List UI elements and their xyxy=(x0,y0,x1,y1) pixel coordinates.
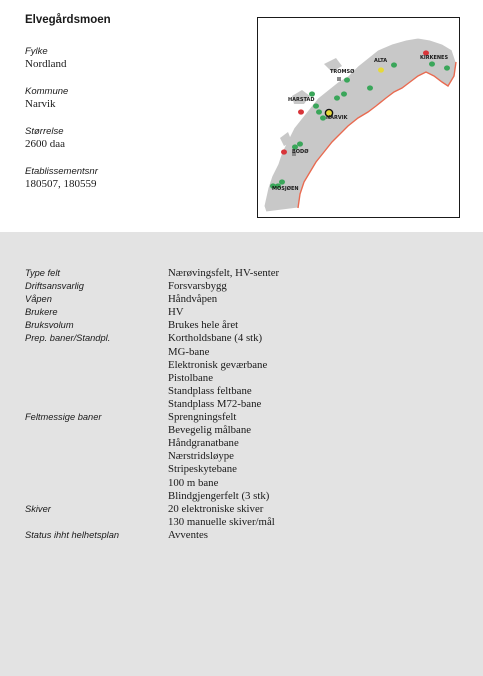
detail-value: 20 elektroniske skiver xyxy=(168,502,264,515)
map-label-kirkenes: KIRKENES xyxy=(420,55,449,61)
map-label-mosjoen: MOSJØEN xyxy=(272,186,299,192)
detail-row xyxy=(25,319,465,332)
detail-value: Sprengningsfelt xyxy=(168,411,237,424)
info-label: Kommune xyxy=(25,86,69,97)
detail-value: 100 m bane xyxy=(168,476,219,489)
map-label-narvik: NARVIK xyxy=(326,115,348,121)
detail-value: Elektronisk geværbane xyxy=(168,358,268,371)
detail-label xyxy=(25,490,168,503)
info-value: Narvik xyxy=(25,98,56,110)
detail-value: Brukes hele året xyxy=(168,319,239,332)
detail-label: Feltmessige baner xyxy=(25,412,102,423)
detail-value: HV xyxy=(168,306,184,319)
detail-value: Forsvarsbygg xyxy=(168,280,227,293)
detail-value: Pistolbane xyxy=(168,371,213,384)
info-storrelse xyxy=(25,126,65,150)
info-label: Størrelse xyxy=(25,126,64,137)
detail-value: MG-bane xyxy=(168,345,210,358)
detail-label: Type felt xyxy=(25,268,60,278)
detail-label xyxy=(25,437,168,450)
detail-row xyxy=(25,267,465,280)
detail-value: Blindgjengerfelt (3 stk) xyxy=(168,489,270,502)
green-site-marker-icon xyxy=(341,91,347,96)
detail-row xyxy=(25,293,465,306)
info-fylke xyxy=(25,46,67,70)
detail-label xyxy=(25,463,168,476)
detail-label xyxy=(25,346,168,359)
detail-label: Driftsansvarlig xyxy=(25,281,84,292)
detail-row xyxy=(25,280,465,293)
detail-label xyxy=(25,477,168,490)
header-panel xyxy=(0,0,483,232)
detail-value: Nærøvingsfelt, HV-senter xyxy=(168,267,280,279)
map-label-bodo: BODØ xyxy=(292,149,309,155)
green-site-marker-icon xyxy=(334,95,340,100)
map-label-harstad: HARSTAD xyxy=(288,97,315,103)
detail-row xyxy=(25,306,465,319)
info-etablissementsnr xyxy=(25,166,98,190)
detail-value: 130 manuelle skiver/mål xyxy=(168,515,275,528)
detail-label xyxy=(25,424,168,437)
red-site-marker-icon xyxy=(298,109,304,114)
map-label-tromso: TROMSØ xyxy=(330,69,355,75)
detail-value: Standplass M72-bane xyxy=(168,397,262,410)
details-list xyxy=(25,267,465,542)
detail-label: Brukere xyxy=(25,307,58,318)
detail-row xyxy=(25,385,465,398)
detail-row xyxy=(25,411,465,424)
green-site-marker-icon xyxy=(279,179,285,184)
detail-label xyxy=(25,385,168,398)
detail-label: Skiver xyxy=(25,503,51,514)
detail-label: Status ihht helhetsplan xyxy=(25,529,120,540)
detail-row xyxy=(25,359,465,372)
info-label: Fylke xyxy=(25,46,48,57)
detail-value: Kortholdsbane (4 stk) xyxy=(168,332,263,345)
info-value: 2600 daa xyxy=(25,138,66,150)
detail-row xyxy=(25,437,465,450)
detail-label xyxy=(25,398,168,411)
detail-value: Stripeskytebane xyxy=(168,463,237,476)
detail-row xyxy=(25,450,465,463)
green-site-marker-icon xyxy=(429,61,435,66)
info-kommune xyxy=(25,86,68,110)
detail-row xyxy=(25,332,465,345)
detail-value: Håndvåpen xyxy=(168,293,218,306)
detail-label xyxy=(25,359,168,372)
detail-row xyxy=(25,346,465,359)
detail-label: Prep. baner/Standpl. xyxy=(25,333,111,344)
green-site-marker-icon xyxy=(344,77,350,82)
green-site-marker-icon xyxy=(313,103,319,108)
map-svg xyxy=(258,18,459,217)
detail-row xyxy=(25,398,465,411)
green-site-marker-icon xyxy=(367,85,373,90)
yellow-site-marker-icon xyxy=(378,67,384,72)
detail-value: Avventes xyxy=(168,528,208,541)
detail-row xyxy=(25,529,465,542)
red-site-marker-icon xyxy=(281,149,287,154)
location-map xyxy=(257,17,460,218)
detail-label: Bruksvolum xyxy=(25,320,74,331)
detail-row xyxy=(25,516,465,529)
info-value: 180507, 180559 xyxy=(25,178,97,190)
detail-label xyxy=(25,450,168,463)
green-site-marker-icon xyxy=(297,141,303,146)
detail-row xyxy=(25,503,465,516)
page-title: Elvegårdsmoen xyxy=(25,14,111,26)
detail-row xyxy=(25,463,465,476)
green-site-marker-icon xyxy=(316,109,322,114)
detail-row xyxy=(25,424,465,437)
green-site-marker-icon xyxy=(391,62,397,67)
detail-label xyxy=(25,516,168,529)
city-marker-icon xyxy=(337,77,341,81)
detail-value: Nærstridsløype xyxy=(168,450,234,463)
detail-label: Våpen xyxy=(25,294,52,305)
detail-value: Standplass feltbane xyxy=(168,384,252,397)
info-label: Etablissementsnr xyxy=(25,166,98,177)
detail-row xyxy=(25,477,465,490)
detail-label xyxy=(25,372,168,385)
map-label-alta: ALTA xyxy=(374,58,388,64)
info-value: Nordland xyxy=(25,58,67,70)
green-site-marker-icon xyxy=(444,65,450,70)
detail-row xyxy=(25,490,465,503)
green-site-marker-icon xyxy=(309,91,315,96)
detail-value: Håndgranatbane xyxy=(168,437,239,450)
detail-row xyxy=(25,372,465,385)
detail-value: Bevegelig målbane xyxy=(168,424,252,437)
